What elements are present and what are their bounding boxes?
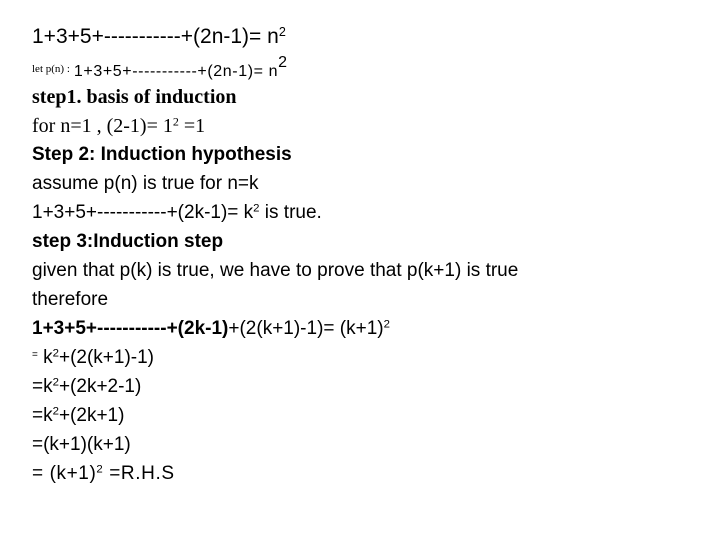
definition-exponent: 2 bbox=[278, 54, 288, 72]
step3-heading: step 3:Induction step bbox=[32, 231, 224, 252]
step1-exponent: 2 bbox=[172, 114, 179, 129]
derivation-2-b: +(2k+2-1) bbox=[58, 376, 142, 397]
derivation-3-exponent: 2 bbox=[52, 405, 59, 418]
derivation-2-exponent: 2 bbox=[52, 376, 59, 389]
derivation-1-exponent: 2 bbox=[52, 347, 59, 360]
step2-heading: Step 2: Induction hypothesis bbox=[32, 144, 292, 165]
step2-statement-text: 1+3+5+-----------+(2k-1)= k bbox=[32, 202, 254, 223]
definition-line bbox=[32, 54, 288, 83]
derivation-line-3 bbox=[32, 405, 124, 427]
derivation-line-1 bbox=[32, 347, 154, 369]
derivation-5-exponent: 2 bbox=[96, 463, 104, 476]
derivation-2-a: =k bbox=[32, 376, 53, 397]
step1-line bbox=[32, 115, 205, 137]
derivation-3-a: =k bbox=[32, 405, 53, 426]
derivation-1-a: k bbox=[37, 347, 53, 368]
definition-text: 1+3+5+-----------+(2n-1)= n bbox=[73, 63, 279, 80]
derivation-5-a: = (k+1) bbox=[32, 463, 97, 484]
definition-prefix: let p(n) : bbox=[32, 63, 70, 75]
step3-therefore: therefore bbox=[32, 289, 109, 310]
derivation-4-a: =(k+1)(k+1) bbox=[32, 434, 131, 455]
derivation-1-b: +(2(k+1)-1) bbox=[58, 347, 154, 368]
step2-statement bbox=[32, 202, 322, 224]
step2-exponent: 2 bbox=[253, 202, 260, 215]
step1-result: =1 bbox=[178, 115, 206, 137]
step1-heading: step1. basis of induction bbox=[32, 86, 237, 108]
step2-statement-end: is true. bbox=[259, 202, 322, 223]
title-text: 1+3+5+-----------+(2n-1)= n bbox=[32, 25, 279, 48]
derivation-5-b: =R.H.S bbox=[103, 463, 175, 484]
step3-equation-lhs: 1+3+5+-----------+(2k-1) bbox=[32, 318, 229, 339]
step3-given: given that p(k) is true, we have to prove that p(k+1) is true bbox=[32, 260, 519, 281]
title-exponent: 2 bbox=[278, 25, 286, 40]
step3-exponent: 2 bbox=[383, 318, 390, 331]
derivation-1-prefix: = bbox=[32, 349, 38, 361]
step1-text: for n=1 , (2-1)= 1 bbox=[32, 115, 173, 137]
title-equation bbox=[32, 26, 286, 48]
step2-assumption: assume p(n) is true for n=k bbox=[32, 173, 259, 194]
derivation-line-4 bbox=[32, 434, 131, 456]
step3-equation-rest: +(2(k+1)-1)= (k+1) bbox=[228, 318, 384, 339]
derivation-3-b: +(2k+1) bbox=[58, 405, 125, 426]
derivation-line-2 bbox=[32, 376, 141, 398]
derivation-line-5 bbox=[32, 463, 175, 485]
step3-equation bbox=[32, 318, 390, 340]
